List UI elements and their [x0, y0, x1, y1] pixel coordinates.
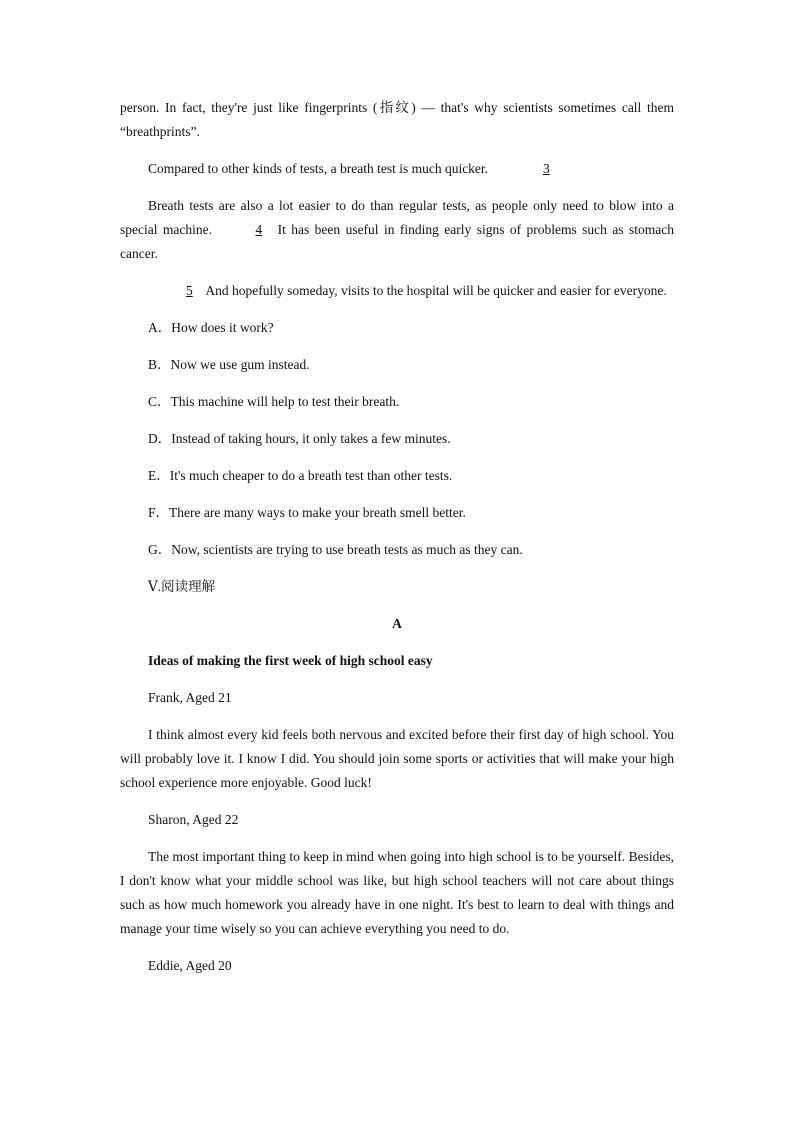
option-g: G．Now, scientists are trying to use breath tests as much as they can.: [148, 542, 523, 557]
passage-paragraph-0: person. In fact, they're just like fingerprints (指纹) — that's why scientists sometimes call them “breathprints”.: [120, 100, 674, 139]
article-title: Ideas of making the first week of high school easy: [148, 653, 433, 668]
blank-3: 3: [542, 161, 550, 176]
option-c: C．This machine will help to test their breath.: [148, 394, 400, 409]
option-b: B．Now we use gum instead.: [148, 357, 310, 372]
entry-name-sharon: Sharon, Aged 22: [148, 812, 239, 827]
entry-text-frank: I think almost every kid feels both nervous and excited before their first day of high school. You will probably love it. I know I did. You should join some sports or activities that will make your high school experience more enjoyable. Good luck!: [120, 727, 674, 790]
passage-paragraph-1: [120, 157, 674, 181]
option-a: A．How does it work?: [148, 320, 274, 335]
passage-paragraph-3-text: And hopefully someday, visits to the hospital will be quicker and easier for everyone.: [205, 283, 667, 298]
passage-paragraph-2-tail: It has been useful in finding early signs of problems such as stomach cancer.: [120, 222, 674, 261]
option-e: E．It's much cheaper to do a breath test than other tests.: [148, 468, 453, 483]
passage-paragraph-3: [120, 279, 674, 303]
entry-text-sharon: The most important thing to keep in mind when going into high school is to be yourself. Besides, I don't know what your middle school was like, but high school teachers will not care about things such as how much homework you already have in one night. It's best to learn to deal with things and manage your time wisely so you can achieve everything you need to do.: [120, 849, 674, 936]
passage-paragraph-1-text: Compared to other kinds of tests, a breath test is much quicker.: [148, 161, 489, 176]
section-heading: Ⅴ.阅读理解: [148, 579, 216, 594]
part-label: A: [392, 616, 402, 631]
passage-paragraph-2: [120, 194, 674, 266]
passage-paragraph-2-text: Breath tests are also a lot easier to do than regular tests, as people only need to blow into a special machine.: [120, 198, 674, 237]
document-page: [120, 96, 674, 991]
option-d: D．Instead of taking hours, it only takes a few minutes.: [148, 431, 451, 446]
option-f: F．There are many ways to make your breath smell better.: [148, 505, 466, 520]
blank-4: 4: [255, 222, 263, 237]
blank-5: 5: [186, 283, 193, 298]
entry-name-eddie: Eddie, Aged 20: [148, 958, 232, 973]
entry-name-frank: Frank, Aged 21: [148, 690, 232, 705]
